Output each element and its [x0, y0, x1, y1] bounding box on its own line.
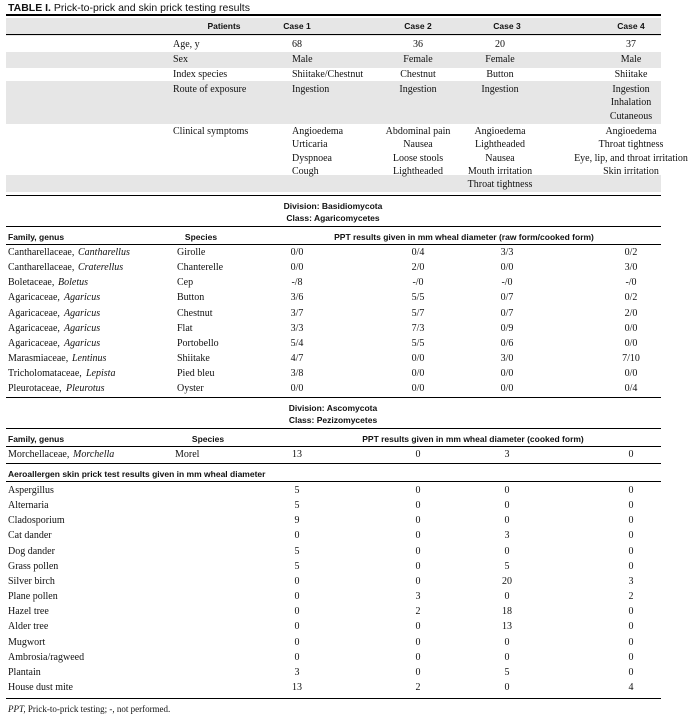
col-family-header: Family, genus	[8, 232, 65, 242]
spt-value: 0	[628, 530, 634, 542]
ppt-value: 3/8	[290, 368, 304, 380]
species-name: Oyster	[177, 383, 204, 395]
ppt-value: 0/0	[500, 383, 514, 395]
patient-value: Button	[486, 69, 514, 80]
allergen-name: House dust mite	[8, 681, 73, 693]
patient-value: Angioedema	[605, 126, 657, 137]
row-shading	[6, 52, 661, 68]
patient-value: Ingestion	[612, 84, 650, 95]
table-rule	[6, 428, 661, 429]
table-rule	[6, 481, 661, 482]
patient-value: Dyspnoea	[292, 152, 332, 164]
ppt-value: 2/0	[411, 262, 425, 274]
ppt-value: 0/0	[290, 247, 304, 258]
spt-value: 0	[628, 621, 634, 633]
ppt-value: 0	[415, 449, 421, 460]
spt-value: 5	[294, 500, 300, 512]
spt-value: 0	[294, 621, 300, 633]
ppt-value: 3/7	[290, 307, 304, 319]
ppt-value: 0	[628, 449, 634, 460]
family-name: Boletaceae,	[8, 277, 55, 289]
footnote-abbr: PPT,	[8, 704, 26, 714]
patient-value: Throat tightness	[598, 139, 664, 151]
ppt-value: 3/6	[290, 292, 304, 304]
genus-name: Agaricus	[64, 322, 101, 334]
species-name: Flat	[177, 322, 193, 334]
patient-value: 68	[292, 39, 302, 50]
ppt-value: 0/7	[500, 307, 514, 319]
patient-value: 20	[495, 39, 505, 50]
spt-value: 0	[504, 651, 510, 663]
spt-value: 0	[628, 606, 634, 618]
patient-attr-label: Age, y	[173, 39, 200, 50]
ppt-value: 0/0	[411, 383, 425, 395]
species-name: Girolle	[177, 247, 206, 258]
table-rule	[6, 226, 661, 227]
spt-value: 0	[504, 545, 510, 557]
ppt-value: 0/0	[624, 337, 638, 349]
col-results-header: PPT results given in mm wheal diameter (cooked form)	[362, 434, 584, 444]
allergen-name: Silver birch	[8, 575, 55, 587]
species-name: Morel	[175, 449, 200, 460]
spt-value: 0	[628, 560, 634, 572]
ppt-value: 0/0	[624, 322, 638, 334]
table-rule	[6, 34, 661, 35]
spt-value: 18	[502, 606, 512, 618]
ppt-value: -/8	[291, 277, 303, 289]
patient-attr-label: Sex	[173, 54, 188, 65]
spt-value: 5	[504, 666, 510, 678]
patient-attr-label: Clinical symptoms	[173, 126, 249, 137]
ppt-value: 0/0	[624, 368, 638, 380]
ppt-value: 0/9	[500, 322, 514, 334]
patient-value: Ingestion	[292, 84, 330, 95]
genus-name: Cantharellus	[78, 247, 130, 258]
genus-name: Lepista	[86, 368, 116, 380]
ppt-value: 3/3	[290, 322, 304, 334]
allergen-name: Mugwort	[8, 636, 46, 648]
patient-value: 36	[413, 39, 423, 50]
spt-value: 20	[502, 575, 512, 587]
species-name: Button	[177, 292, 205, 304]
genus-name: Craterellus	[78, 262, 124, 274]
patient-value: Shiitake	[614, 69, 648, 80]
ppt-value: 0/7	[500, 292, 514, 304]
col-species-header: Species	[184, 232, 218, 242]
species-name: Pied bleu	[177, 368, 215, 380]
ppt-value: 0/0	[290, 262, 304, 274]
spt-value: 0	[415, 651, 421, 663]
spt-value: 2	[415, 606, 421, 618]
ppt-value: -/0	[501, 277, 513, 289]
table-label: TABLE I.	[8, 2, 51, 14]
ppt-value: 0/0	[411, 368, 425, 380]
ppt-value: 0/0	[411, 353, 425, 365]
row-shading	[6, 81, 661, 124]
table-footnote	[8, 704, 170, 714]
patient-value: Abdominal pain	[385, 126, 451, 137]
allergen-name: Plantain	[8, 666, 41, 678]
ppt-value: 7/3	[411, 322, 425, 334]
ppt-value: 3/3	[500, 247, 514, 258]
patient-attr-label: Route of exposure	[173, 84, 247, 95]
family-name: Morchellaceae,	[8, 449, 70, 460]
patient-value: Ingestion	[399, 84, 437, 95]
spt-value: 0	[415, 666, 421, 678]
class-label: Class: Pezizomycetes	[288, 415, 378, 425]
patient-value: 37	[626, 39, 636, 50]
col-species-header: Species	[191, 434, 225, 444]
genus-name: Agaricus	[64, 307, 101, 319]
patient-value: Cutaneous	[609, 110, 653, 122]
family-name: Tricholomataceae,	[8, 368, 82, 380]
table-rule	[6, 14, 661, 16]
patient-value: Nausea	[403, 139, 433, 151]
aeroallergen-header: Aeroallergen skin prick test results given in mm wheal diameter	[8, 469, 266, 479]
spt-value: 0	[415, 530, 421, 542]
spt-value: 0	[415, 621, 421, 633]
patient-value: Throat tightness	[467, 179, 533, 191]
footnote-text: Prick-to-prick testing; -, not performed.	[25, 704, 171, 714]
spt-value: 0	[415, 575, 421, 587]
allergen-name: Aspergillus	[8, 485, 54, 496]
genus-name: Pleurotus	[66, 383, 105, 395]
ppt-value: 3/0	[624, 262, 638, 274]
spt-value: 4	[628, 681, 634, 693]
family-name: Agaricaceae,	[8, 292, 60, 304]
patient-value: Male	[292, 54, 313, 65]
ppt-value: 3/0	[500, 353, 514, 365]
spt-value: 5	[294, 485, 300, 496]
spt-value: 5	[294, 545, 300, 557]
spt-value: 0	[294, 591, 300, 603]
spt-value: 0	[628, 515, 634, 527]
family-name: Cantharellaceae,	[8, 262, 75, 274]
spt-value: 0	[415, 545, 421, 557]
species-name: Portobello	[177, 337, 219, 349]
division-label: Division: Ascomycota	[288, 403, 378, 413]
patient-value: Shiitake/Chestnut	[292, 69, 364, 80]
ppt-value: 0/4	[624, 383, 638, 395]
allergen-name: Dog dander	[8, 545, 55, 557]
spt-value: 3	[294, 666, 300, 678]
spt-value: 0	[504, 681, 510, 693]
ppt-value: -/0	[412, 277, 424, 289]
patient-value: Inhalation	[610, 97, 652, 109]
patient-value: Angioedema	[292, 126, 344, 137]
patient-value: Loose stools	[392, 152, 444, 164]
case-header-1: Case 1	[283, 21, 311, 31]
patient-value: Urticaria	[292, 139, 328, 151]
ppt-value: 0/6	[500, 337, 514, 349]
patient-value: Nausea	[485, 152, 515, 164]
spt-value: 0	[628, 500, 634, 512]
table-rule	[6, 195, 661, 196]
division-label: Division: Basidiomycota	[283, 201, 383, 211]
ppt-value: 13	[292, 449, 302, 460]
spt-value: 3	[415, 591, 421, 603]
spt-value: 2	[415, 681, 421, 693]
spt-value: 13	[502, 621, 512, 633]
patients-header: Patients	[207, 21, 241, 31]
class-label: Class: Agaricomycetes	[286, 213, 380, 223]
table-rule	[6, 244, 661, 245]
table-rule	[6, 463, 661, 464]
patient-value: Mouth irritation	[467, 165, 533, 177]
patient-value: Female	[403, 54, 433, 65]
spt-value: 0	[415, 500, 421, 512]
ppt-value: 0/2	[624, 247, 638, 258]
spt-value: 0	[415, 560, 421, 572]
patient-value: Female	[485, 54, 515, 65]
patient-value: Lightheaded	[393, 165, 443, 177]
allergen-name: Ambrosia/ragweed	[8, 651, 85, 663]
table-caption	[8, 2, 250, 14]
allergen-name: Plane pollen	[8, 591, 58, 603]
ppt-value: 0/0	[500, 368, 514, 380]
case-header-3: Case 3	[493, 21, 521, 31]
spt-value: 0	[628, 666, 634, 678]
spt-value: 0	[415, 515, 421, 527]
ppt-value: 0/0	[290, 383, 304, 395]
allergen-name: Alternaria	[8, 500, 49, 512]
table-title: Prick-to-prick and skin prick testing results	[53, 2, 250, 14]
spt-value: 0	[628, 485, 634, 496]
spt-value: 0	[504, 485, 510, 496]
ppt-value: 4/7	[290, 353, 304, 365]
allergen-name: Alder tree	[8, 621, 49, 633]
species-name: Chestnut	[177, 307, 213, 319]
ppt-value: 0/0	[500, 262, 514, 274]
ppt-value: -/0	[625, 277, 637, 289]
allergen-name: Cat dander	[8, 530, 52, 542]
family-name: Pleurotaceae,	[8, 383, 62, 395]
genus-name: Agaricus	[64, 337, 101, 349]
family-name: Agaricaceae,	[8, 322, 60, 334]
genus-name: Agaricus	[64, 292, 101, 304]
spt-value: 3	[628, 575, 634, 587]
patient-value: Male	[620, 54, 642, 65]
family-name: Agaricaceae,	[8, 337, 60, 349]
spt-value: 0	[294, 636, 300, 648]
spt-value: 5	[294, 560, 300, 572]
patient-value: Chestnut	[400, 69, 436, 80]
patient-value: Lightheaded	[475, 139, 525, 151]
species-name: Chanterelle	[177, 262, 224, 274]
spt-value: 9	[294, 515, 300, 527]
spt-value: 0	[628, 545, 634, 557]
patient-value: Skin irritation	[603, 165, 659, 177]
spt-value: 3	[504, 530, 510, 542]
ppt-value: 0/2	[624, 292, 638, 304]
genus-name: Lentinus	[72, 353, 107, 365]
spt-value: 0	[294, 575, 300, 587]
spt-value: 13	[292, 681, 302, 693]
spt-value: 0	[504, 500, 510, 512]
ppt-value: 3	[504, 449, 510, 460]
table-rule	[6, 698, 661, 699]
ppt-value: 5/7	[411, 307, 425, 319]
ppt-value: 5/5	[411, 292, 425, 304]
ppt-value: 5/4	[290, 337, 304, 349]
spt-value: 0	[294, 651, 300, 663]
allergen-name: Hazel tree	[8, 606, 49, 618]
patient-value: Eye, lip, and throat irritation	[574, 152, 688, 164]
case-header-4: Case 4	[617, 21, 645, 31]
spt-value: 0	[628, 636, 634, 648]
spt-value: 0	[504, 515, 510, 527]
ppt-value: 5/5	[411, 337, 425, 349]
col-results-header: PPT results given in mm wheal diameter (raw form/cooked form)	[334, 232, 594, 242]
case-header-2: Case 2	[404, 21, 432, 31]
allergen-name: Grass pollen	[8, 560, 59, 572]
patient-attr-label: Index species	[173, 69, 228, 80]
spt-value: 0	[415, 485, 421, 496]
spt-value: 0	[294, 606, 300, 618]
spt-value: 0	[504, 591, 510, 603]
spt-value: 2	[628, 591, 634, 603]
spt-value: 0	[504, 636, 510, 648]
spt-value: 0	[294, 530, 300, 542]
genus-name: Boletus	[58, 277, 88, 289]
ppt-value: 2/0	[624, 307, 638, 319]
ppt-value: 0/4	[411, 247, 425, 258]
spt-value: 0	[628, 651, 634, 663]
family-name: Marasmiaceae,	[8, 353, 69, 365]
species-name: Cep	[177, 277, 194, 289]
table-rule	[6, 446, 661, 447]
family-name: Agaricaceae,	[8, 307, 60, 319]
spt-value: 0	[415, 636, 421, 648]
patient-value: Ingestion	[481, 84, 519, 95]
patient-value: Cough	[292, 165, 319, 177]
family-name: Cantharellaceae,	[8, 247, 75, 258]
table-rule	[6, 397, 661, 398]
row-shading	[6, 175, 661, 192]
genus-name: Morchella	[73, 449, 115, 460]
species-name: Shiitake	[177, 353, 210, 365]
allergen-name: Cladosporium	[8, 515, 65, 527]
col-family-header: Family, genus	[8, 434, 65, 444]
patient-value: Angioedema	[474, 126, 526, 137]
ppt-value: 7/10	[622, 353, 640, 365]
spt-value: 5	[504, 560, 510, 572]
